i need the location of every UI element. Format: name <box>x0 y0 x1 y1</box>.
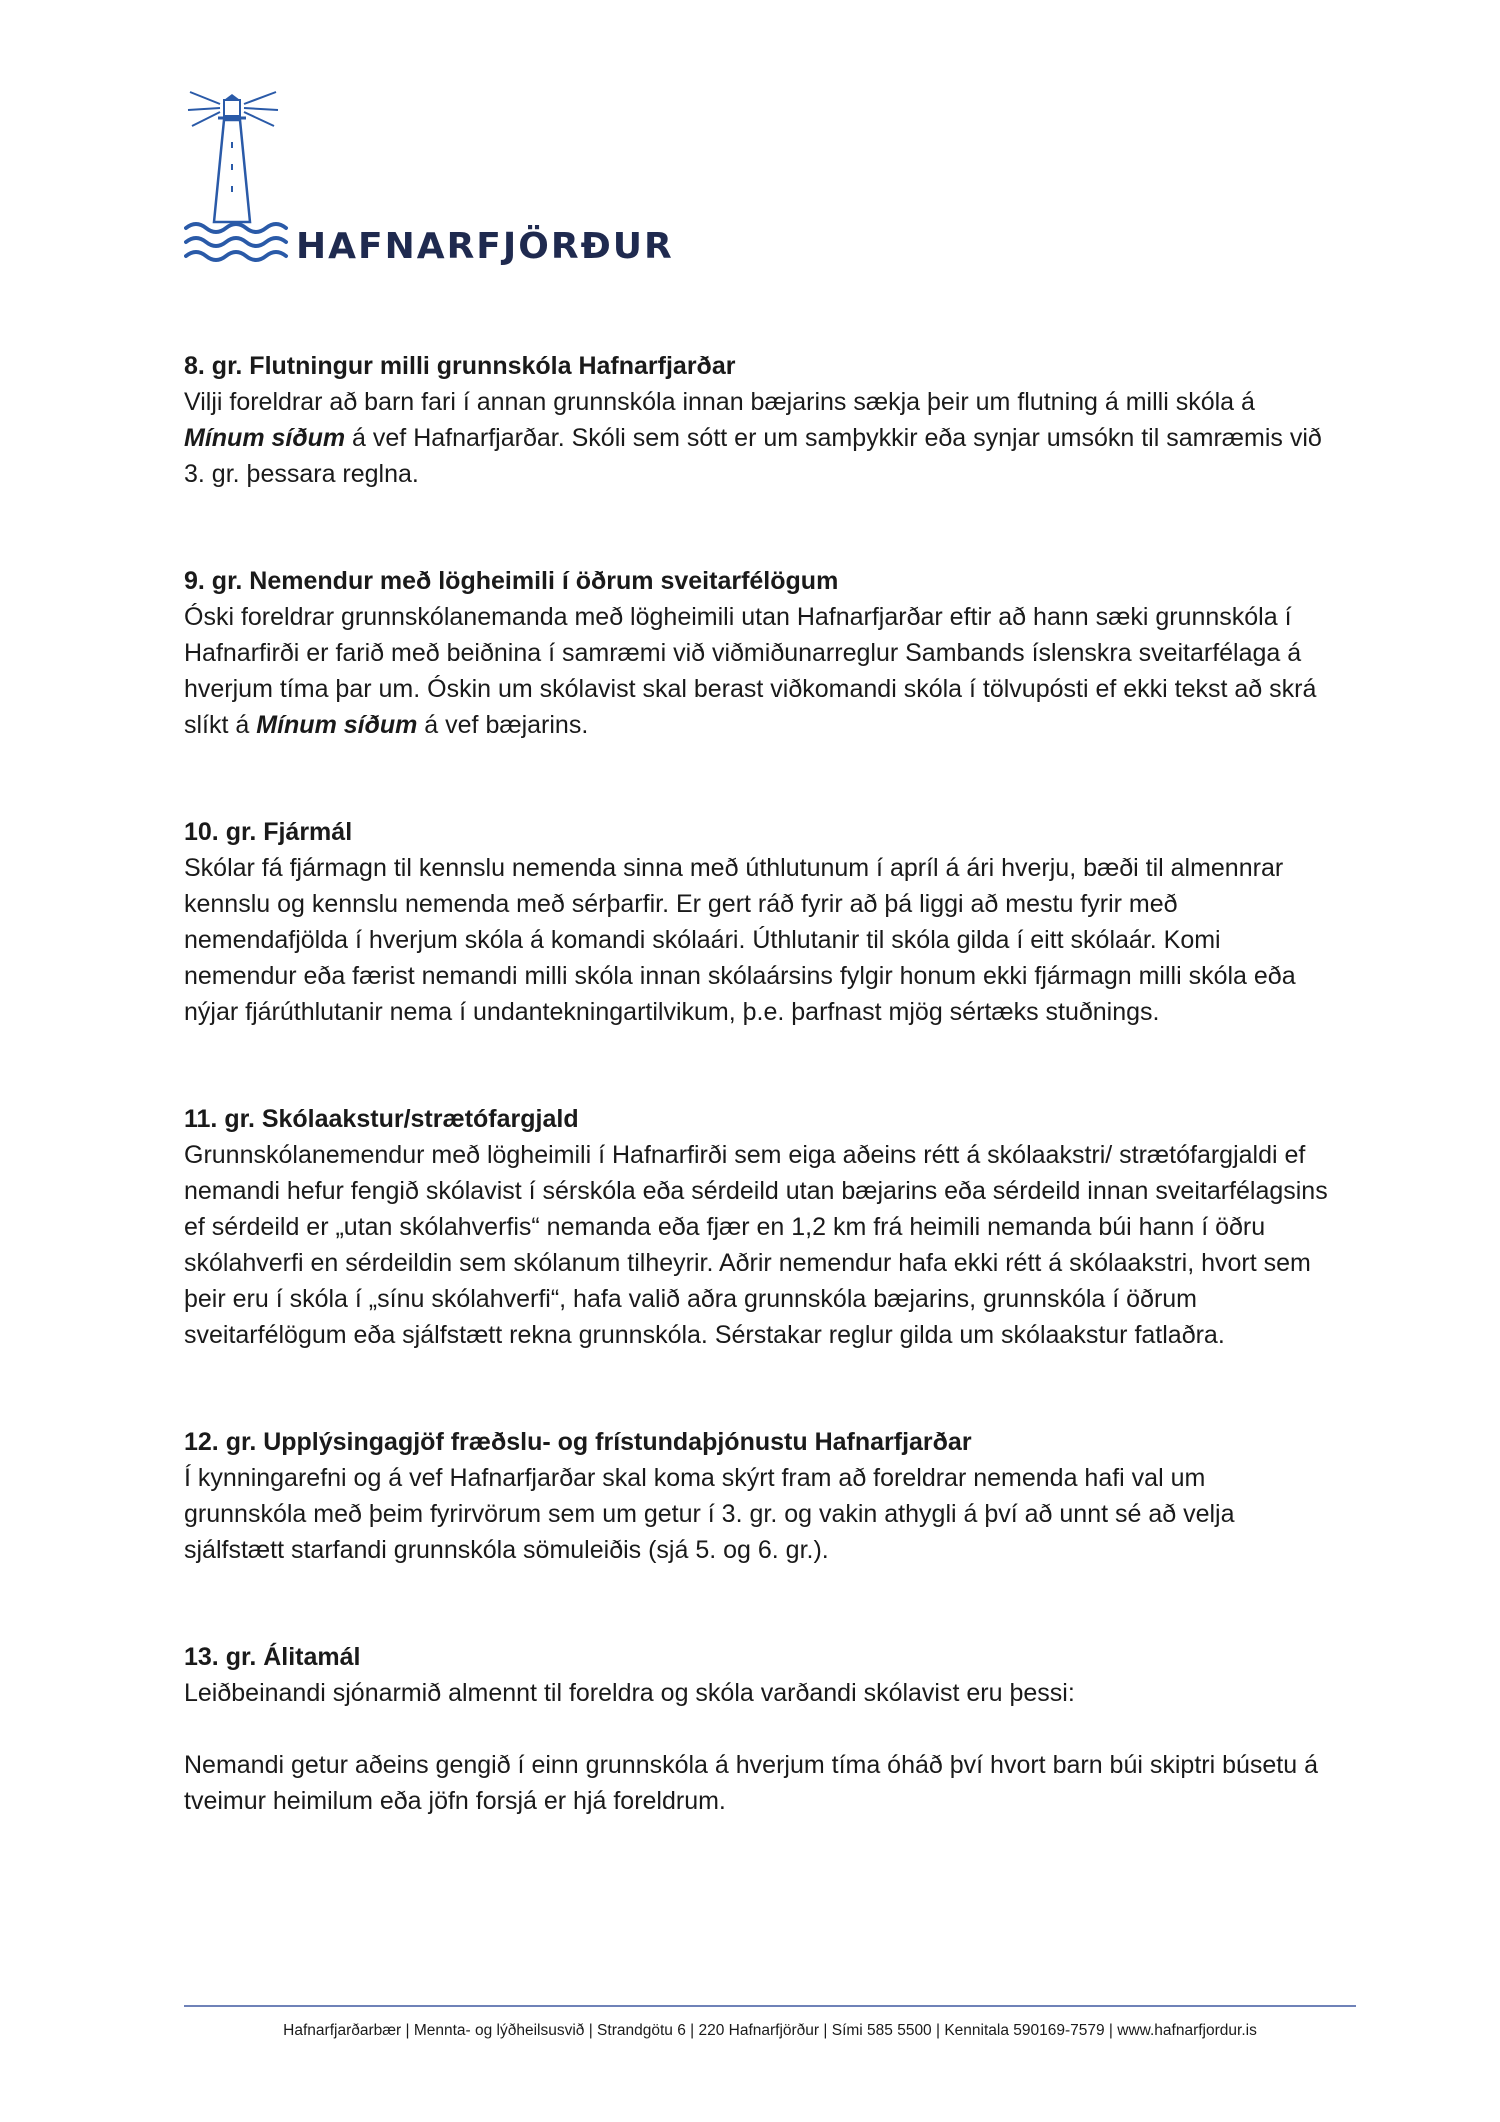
text-run: á vef Hafnarfjarðar. Skóli sem sótt er um samþykkir eða synjar umsókn til samræmis við 3. gr. þessara reglna. <box>184 424 1322 488</box>
section-11 <box>184 1101 1334 1353</box>
document-body <box>184 348 1334 1890</box>
section-heading: 11. gr. Skólaakstur/strætófargjald <box>184 1105 579 1133</box>
section-paragraph: Leiðbeinandi sjónarmið almennt til foreldra og skóla varðandi skólavist eru þessi: <box>184 1679 1075 1707</box>
section-heading: 12. gr. Upplýsingagjöf fræðslu- og frístundaþjónustu Hafnarfjarðar <box>184 1428 972 1456</box>
section-paragraph: Skólar fá fjármagn til kennslu nemenda sinna með úthlutunum í apríl á ári hverju, bæði til almennrar kennslu og kennslu nemenda með sérþarfir. Er gert ráð fyrir að þá liggi að mestu fyrir með nemendafjölda í hverjum skóla á komandi skólaári. Úthlutanir til skóla gilda í eitt skólaár. Komi nemendur eða færist nemandi milli skóla innan skólaársins fylgir honum ekki fjármagn milli skóla eða nýjar fjárúthlutanir nema í undantekningartilvikum, þ.e. þarfnast mjög sértæks stuðnings. <box>184 854 1296 1026</box>
text-run: Óski foreldrar grunnskólanemanda með lögheimili utan Hafnarfjarðar eftir að hann sæki grunnskóla í Hafnarfirði er farið með beiðnina í samræmi við viðmiðunarreglur Sambands íslenskra sveitarfélaga á hverjum tíma þar um. Óskin um skólavist skal berast viðkomandi skóla í tölvupósti ef ekki tekst að skrá slíkt á <box>184 603 1317 739</box>
section-heading: 9. gr. Nemendur með lögheimili í öðrum sveitarfélögum <box>184 567 839 595</box>
text-run: Vilji foreldrar að barn fari í annan grunnskóla innan bæjarins sækja þeir um flutning á milli skóla á <box>184 388 1255 416</box>
section-paragraph: Nemandi getur aðeins gengið í einn grunnskóla á hverjum tíma óháð því hvort barn búi skiptri búsetu á tveimur heimilum eða jöfn forsjá er hjá foreldrum. <box>184 1751 1318 1815</box>
section-paragraph: Grunnskólanemendur með lögheimili í Hafnarfirði sem eiga aðeins rétt á skólaakstri/ strætófargjaldi ef nemandi hefur fengið skólavist í sérskóla eða sérdeild utan bæjarins eða sérdeild innan sveitarfélagsins ef sérdeild er „utan skólahverfis“ nemanda eða fjær en 1,2 km frá heimili nemanda búi hann í öðru skólahverfi en sérdeildin sem skólanum tilheyrir. Aðrir nemendur hafa ekki rétt á skólaakstri, hvort sem þeir eru í skóla í „sínu skólahverfi“, hafa valið aðra grunnskóla bæjarins, grunnskóla í öðrum sveitarfélögum eða sjálfstætt rekna grunnskóla. Sérstakar reglur gilda um skólaakstur fatlaðra. <box>184 1141 1328 1349</box>
footer-divider <box>184 2005 1356 2007</box>
emphasis-link-text: Mínum síðum <box>184 424 346 452</box>
section-paragraph <box>184 384 1334 492</box>
section-paragraph <box>184 599 1334 743</box>
logo-wordmark: HAFNARFJÖRÐUR <box>296 226 674 267</box>
section-paragraph: Í kynningarefni og á vef Hafnarfjarðar skal koma skýrt fram að foreldrar nemenda hafi val um grunnskóla með þeim fyrirvörum sem um getur í 3. gr. og vakin athygli á því að unnt sé að velja sjálfstætt starfandi grunnskóla sömuleiðis (sjá 5. og 6. gr.). <box>184 1464 1235 1564</box>
footer-contact: Hafnarfjarðarbær | Mennta- og lýðheilsusvið | Strandgötu 6 | 220 Hafnarfjörður | Sími 585 5500 | Kennitala 590169-7579 | www.hafnarfjordur.is <box>283 2022 1257 2039</box>
section-12 <box>184 1424 1334 1568</box>
section-8 <box>184 348 1334 492</box>
section-heading: 8. gr. Flutningur milli grunnskóla Hafnarfjarðar <box>184 352 736 380</box>
section-9 <box>184 563 1334 743</box>
section-13 <box>184 1639 1334 1819</box>
emphasis-link-text: Mínum síðum <box>256 711 418 739</box>
lighthouse-icon <box>184 90 304 270</box>
section-heading: 10. gr. Fjármál <box>184 818 353 846</box>
section-10 <box>184 814 1334 1030</box>
hafnarfjordur-logo <box>184 90 684 280</box>
section-heading: 13. gr. Álitamál <box>184 1643 361 1671</box>
text-run: á vef bæjarins. <box>417 711 589 739</box>
